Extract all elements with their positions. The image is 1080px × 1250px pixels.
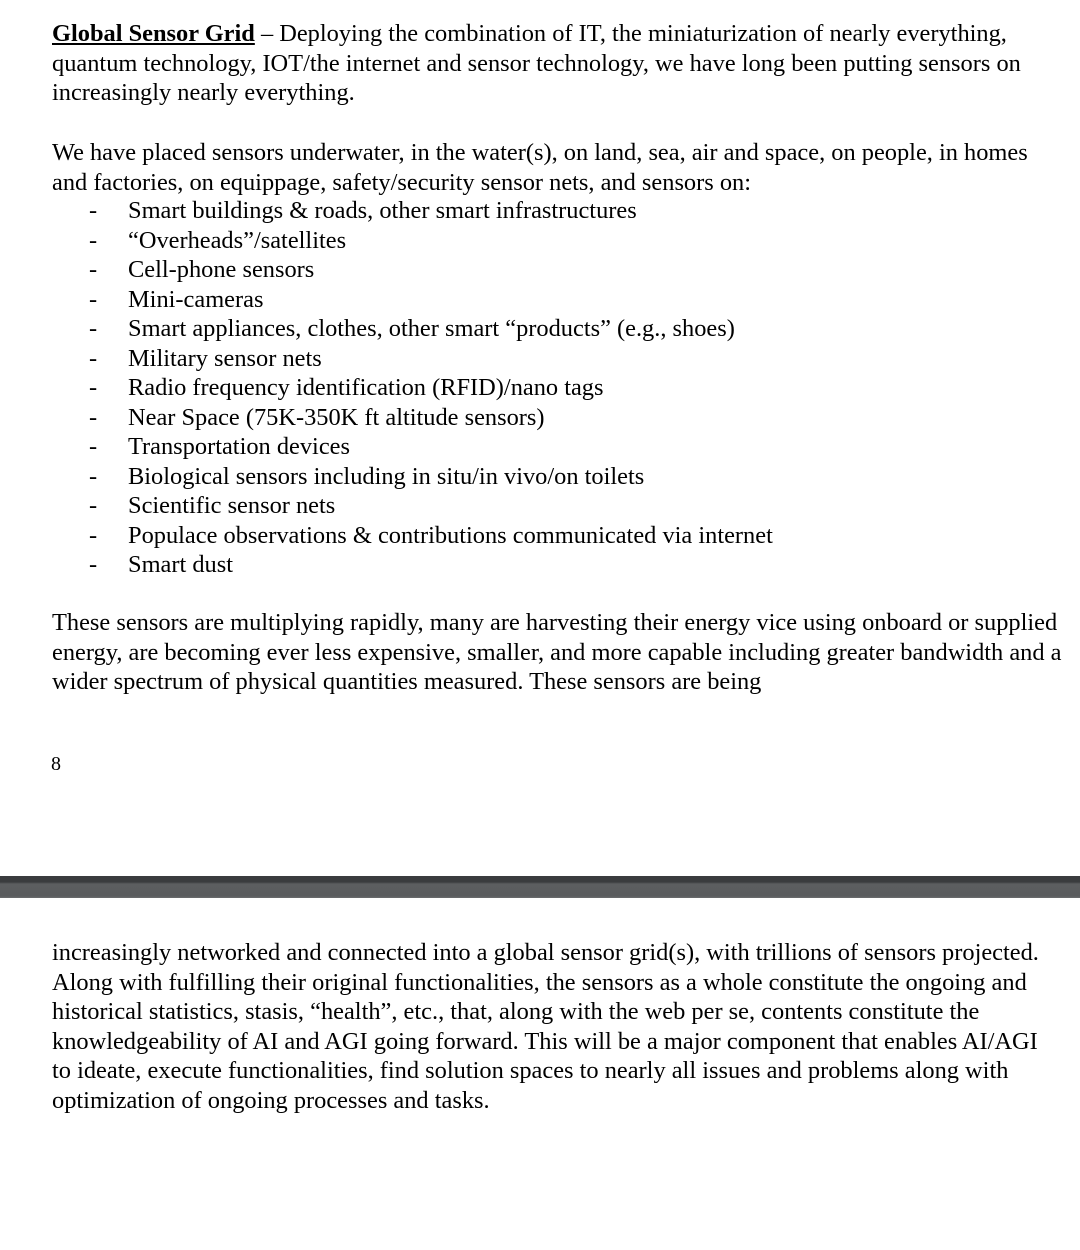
sensor-list-item-text: Transportation devices	[128, 433, 350, 460]
intro-paragraph	[52, 19, 1062, 108]
bullet-dash: -	[89, 197, 98, 224]
intro-text: – Deploying the combination of IT, the miniaturization of nearly everything, quantum technology, IOT/the internet and sensor technology, we have long been putting sensors on increasingly nearly everything.	[52, 20, 1021, 106]
sensor-placement-paragraph: We have placed sensors underwater, in the water(s), on land, sea, air and space, on people, in homes and factories, on equippage, safety/security sensor nets, and sensors on:	[52, 139, 1028, 196]
sensor-list-item-text: Smart dust	[128, 551, 234, 578]
bullet-dash: -	[89, 226, 98, 254]
sensor-list-item	[0, 403, 1080, 433]
sensor-list-item	[0, 462, 1080, 492]
sensor-list-item-text: Populace observations & contributions communicated via internet	[128, 521, 773, 549]
sensor-list-item-text: Biological sensors including in situ/in vivo/on toilets	[128, 462, 645, 490]
sensor-list-item	[0, 432, 1080, 462]
section-heading: Global Sensor Grid	[52, 20, 255, 47]
sensor-list-item-text: Mini-cameras	[128, 285, 264, 313]
sensor-list-item	[0, 550, 1080, 580]
document-page-bottom	[0, 898, 1080, 1250]
bullet-dash: -	[89, 256, 98, 283]
sensor-list-item-text: Scientific sensor nets	[128, 492, 336, 519]
bullet-dash: -	[89, 462, 98, 490]
sensor-list-item-text: Smart buildings & roads, other smart infrastructures	[128, 197, 637, 224]
sensor-list-item	[0, 373, 1080, 403]
sensor-trends-paragraph: These sensors are multiplying rapidly, many are harvesting their energy vice using onboard or supplied energy, are becoming ever less expensive, smaller, and more capable including greater bandwidth and a wider spectrum of physical quantities measured. These sensors are being	[52, 609, 1062, 695]
sensor-list-item-text: Smart appliances, clothes, other smart “products” (e.g., shoes)	[128, 315, 735, 342]
sensor-list-item	[0, 226, 1080, 256]
bullet-dash: -	[89, 374, 98, 401]
page-number: 8	[51, 753, 61, 775]
sensor-list-item-text: Military sensor nets	[128, 344, 322, 372]
bullet-dash: -	[89, 285, 98, 313]
sensor-list-item	[0, 196, 1080, 226]
sensor-list-item	[0, 314, 1080, 344]
global-grid-paragraph: increasingly networked and connected into a global sensor grid(s), with trillions of sensors projected. Along with fulfilling their original functionalities, the sensors as a whole constitute the ongoing and historical statistics, stasis, “health”, etc., that, along with the web per se, contents constitute the knowledgeability of AI and AGI going forward. This will be a major component that enables AI/AGI to ideate, execute functionalities, find solution spaces to nearly all issues and problems along with optimization of ongoing processes and tasks.	[52, 939, 1039, 1114]
sensor-list	[0, 196, 1080, 580]
bullet-dash: -	[89, 403, 98, 431]
bullet-dash: -	[89, 433, 98, 460]
sensor-list-item-text: Radio frequency identification (RFID)/nano tags	[128, 374, 604, 401]
bullet-dash: -	[89, 344, 98, 372]
sensor-list-item-text: Cell-phone sensors	[128, 256, 315, 283]
sensor-list-item	[0, 344, 1080, 374]
sensor-list-item	[0, 255, 1080, 285]
bullet-dash: -	[89, 492, 98, 519]
bullet-dash: -	[89, 551, 98, 578]
bullet-dash: -	[89, 315, 98, 342]
bullet-dash: -	[89, 521, 98, 549]
sensor-list-item	[0, 521, 1080, 551]
sensor-list-item	[0, 285, 1080, 315]
sensor-list-item-text: “Overheads”/satellites	[128, 226, 347, 254]
sensor-list-item-text: Near Space (75K-350K ft altitude sensors)	[128, 403, 545, 431]
page-break-separator	[0, 876, 1080, 898]
sensor-list-item	[0, 491, 1080, 521]
